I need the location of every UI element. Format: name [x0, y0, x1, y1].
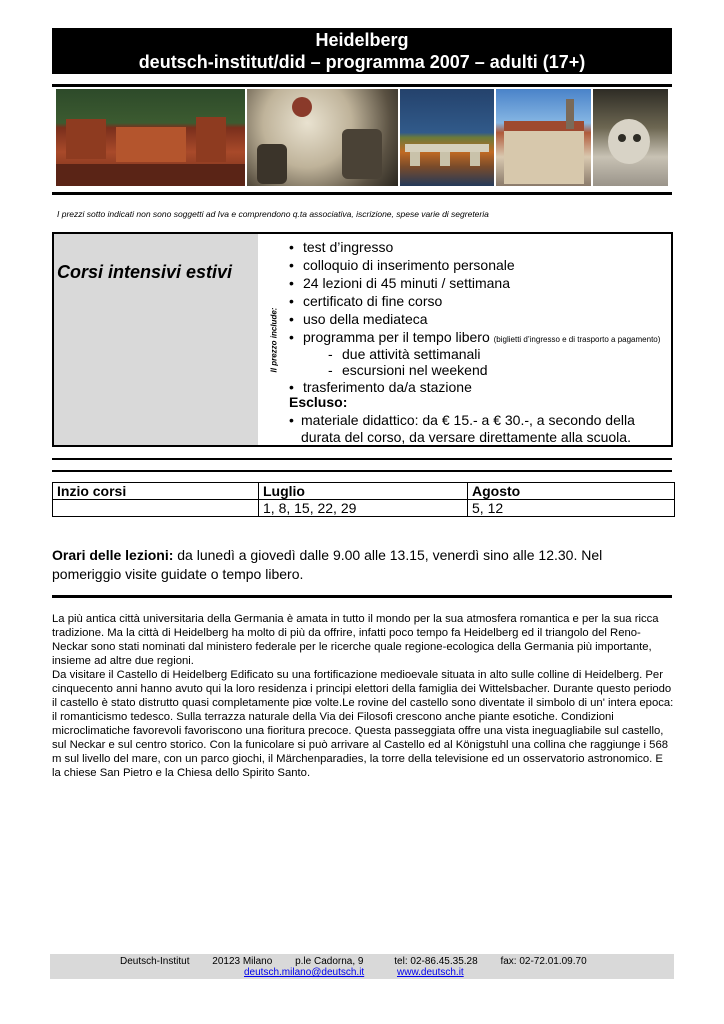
include-item: • uso della mediateca [289, 311, 428, 327]
footer-org: Deutsch-Institut [120, 956, 190, 967]
cellar-photo [247, 89, 398, 186]
header-divider [52, 84, 672, 87]
monkey-statue-photo [593, 89, 668, 186]
excluded-item: • materiale didattico: da € 15.- a € 30.-, a secondo della durata del corso, da versare direttamente alla scuola. [289, 412, 635, 445]
include-item: • programma per il tempo libero (biglietti d’ingresso e di trasporto a pagamento) [289, 329, 661, 345]
website-link[interactable]: www.deutsch.it [397, 967, 464, 978]
lesson-hours [52, 546, 672, 584]
vat-note: I prezzi sotto indicati non sono soggetti ad Iva e comprendono q.ta associativa, iscrizione, spese varie di segreteria [57, 209, 489, 219]
footer-tel: tel: 02-86.45.35.28 [394, 956, 478, 967]
footer-city: 20123 Milano [212, 956, 273, 967]
header-title-city: Heidelberg [315, 30, 409, 50]
divider [52, 458, 672, 460]
table-header-cell: Luglio [259, 483, 468, 500]
header-title-program: deutsch-institut/did – programma 2007 – adulti (17+) [138, 52, 586, 72]
dates-table [52, 482, 675, 517]
divider [52, 470, 672, 472]
divider [52, 595, 672, 598]
table-row [53, 500, 675, 517]
include-subitem: - escursioni nel weekend [328, 362, 488, 378]
table-header-row [53, 483, 675, 500]
page-header [52, 28, 672, 74]
description [52, 612, 674, 780]
include-item: • test d’ingresso [289, 239, 394, 255]
old-town-photo [496, 89, 592, 186]
photo-divider [52, 192, 672, 195]
footer-address: p.le Cadorna, 9 [295, 956, 364, 967]
photo-strip [56, 89, 668, 186]
includes-label: Il prezzo include: [269, 307, 279, 373]
table-header-cell: Inzio corsi [53, 483, 259, 500]
lesson-hours-label: Orari delle lezioni: [52, 547, 174, 563]
include-note: (biglietti d’ingresso e di trasporto a pagamento) [493, 335, 661, 344]
include-item: • colloquio di inserimento personale [289, 257, 515, 273]
description-paragraph: La più antica città universitaria della Germania è amata in tutto il mondo per la sua atmosfera romantica e per la sua ricca tradizione. Ma la città di Heidelberg ha molto di più da offrire, infatti poco tempo fa Heidelberg ed il triangolo del Reno-Neckar sono stati nominati dal ministero federale per le ricerche quale regione-ecologica della Germania più importante, insieme ad altre due regioni. [52, 613, 659, 667]
footer [50, 954, 674, 979]
castle-photo [56, 89, 245, 186]
include-item: • certificato di fine corso [289, 293, 443, 309]
table-cell [53, 500, 259, 517]
table-cell: 5, 12 [468, 500, 675, 517]
include-item: • trasferimento da/a stazione [289, 379, 472, 395]
excluded-label: Escluso: [289, 394, 348, 410]
lesson-hours-text: da lunedì a giovedì dalle 9.00 alle 13.15, venerdì sino alle 12.30. Nel pomeriggio visite guidate o tempo libero. [52, 547, 603, 582]
description-paragraph: Da visitare il Castello di Heidelberg Edificato su una fortificazione medioevale situata in alto sulle colline di Heidelberg. Per cinquecento anni hanno avuto qui la loro residenza i principi elettori della famiglia dei Wittelsbacher. Durante questo periodo il castello è stato distrutto quasi completamente piœ volte.Le rovine del castello sono diventate il simbolo di un' intera epoca: il romanticismo tedesco. Sulla terrazza naturale della Via dei Filosofi crescono anche piante esotiche. Condizioni microclimatiche favorevoli favoriscono una fioritura precoce. Questa passeggiata offre una vista ineguagliabile sul castello, sul Neckar e sul centro storico. Con la funicolare si può arrivare al Castello ed al Königstuhl una collina che raggiunge i 568 m sul livello del mare, con un parco giochi, il Märchenparadies, la torre della televisione ed un osservatorio astronomico. E la chiese San Pietro e la Chiesa dello Spirito Santo. [52, 669, 674, 779]
course-title: Corsi intensivi estivi [57, 262, 233, 282]
table-cell: 1, 8, 15, 22, 29 [259, 500, 468, 517]
footer-fax: fax: 02-72.01.09.70 [500, 956, 587, 967]
table-header-cell: Agosto [468, 483, 675, 500]
email-link[interactable]: deutsch.milano@deutsch.it [244, 967, 365, 978]
include-subitem: - due attività settimanali [328, 346, 481, 362]
bridge-photo [400, 89, 494, 186]
include-item: • 24 lezioni di 45 minuti / settimana [289, 275, 510, 291]
